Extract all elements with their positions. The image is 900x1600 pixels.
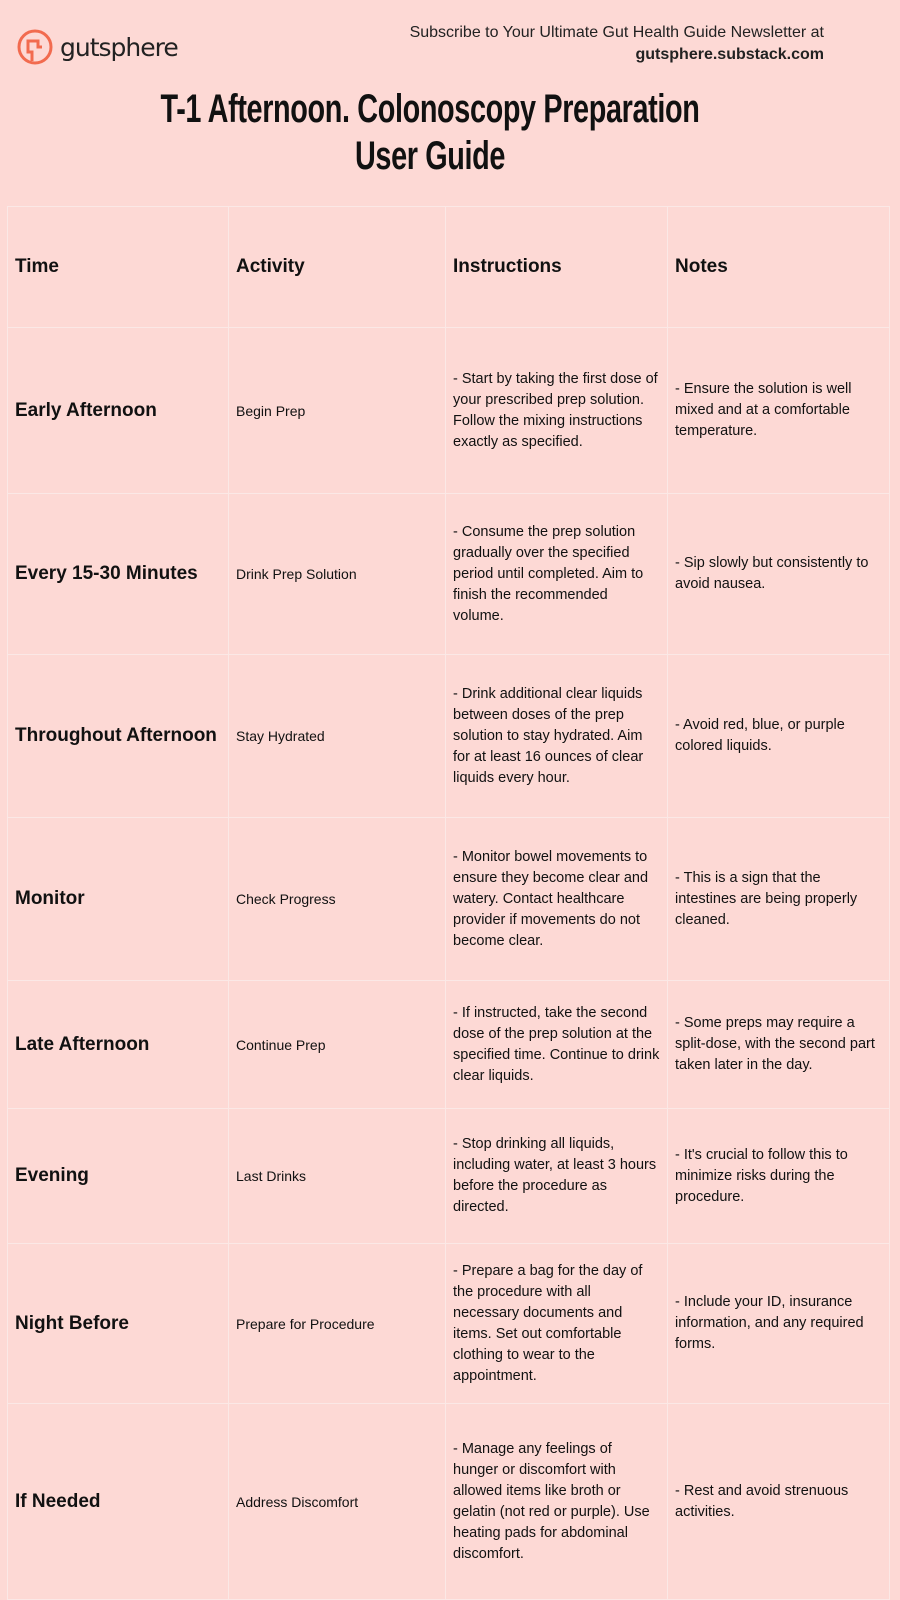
cell-instructions: - Prepare a bag for the day of the procedure with all necessary documents and items. Set out comfortable clothing to wear to the appointment. — [446, 1244, 668, 1404]
cell-instructions: - Stop drinking all liquids, including water, at least 3 hours before the procedure as directed. — [446, 1109, 668, 1244]
cell-instructions: - If instructed, take the second dose of the prep solution at the specified time. Continue to drink clear liquids. — [446, 981, 668, 1109]
subscribe-link[interactable]: gutsphere.substack.com — [635, 46, 824, 63]
cell-notes: - This is a sign that the intestines are being properly cleaned. — [668, 818, 890, 981]
cell-activity: Prepare for Procedure — [229, 1244, 446, 1404]
cell-time: Evening — [8, 1109, 229, 1244]
table-row — [8, 328, 890, 494]
cell-activity: Drink Prep Solution — [229, 494, 446, 655]
cell-instructions: - Start by taking the first dose of your prescribed prep solution. Follow the mixing instructions exactly as specified. — [446, 328, 668, 494]
brand-name: gutsphere — [60, 32, 178, 62]
cell-time: Early Afternoon — [8, 328, 229, 494]
cell-notes: - Sip slowly but consistently to avoid nausea. — [668, 494, 890, 655]
page-title — [120, 86, 739, 180]
cell-notes: - Some preps may require a split-dose, with the second part taken later in the day. — [668, 981, 890, 1109]
cell-instructions: - Manage any feelings of hunger or discomfort with allowed items like broth or gelatin (not red or purple). Use heating pads for abdominal discomfort. — [446, 1404, 668, 1600]
table-row — [8, 1244, 890, 1404]
cell-time: If Needed — [8, 1404, 229, 1600]
cell-activity: Last Drinks — [229, 1109, 446, 1244]
table-header-row — [8, 207, 890, 328]
header-activity: Activity — [229, 207, 446, 328]
cell-activity: Continue Prep — [229, 981, 446, 1109]
cell-instructions: - Monitor bowel movements to ensure they become clear and watery. Contact healthcare provider if movements do not become clear. — [446, 818, 668, 981]
table-row — [8, 818, 890, 981]
cell-notes: - Ensure the solution is well mixed and at a comfortable temperature. — [668, 328, 890, 494]
cell-activity: Stay Hydrated — [229, 655, 446, 818]
cell-notes: - Avoid red, blue, or purple colored liquids. — [668, 655, 890, 818]
cell-notes: - Rest and avoid strenuous activities. — [668, 1404, 890, 1600]
table-row — [8, 981, 890, 1109]
title-line-1: T-1 Afternoon. Colonoscopy Preparation — [160, 87, 700, 131]
cell-activity: Begin Prep — [229, 328, 446, 494]
table-row — [8, 494, 890, 655]
cell-time: Every 15-30 Minutes — [8, 494, 229, 655]
title-line-2: User Guide — [354, 134, 506, 178]
header-notes: Notes — [668, 207, 890, 328]
table-row — [8, 655, 890, 818]
header-time: Time — [8, 207, 229, 328]
brand-logo — [16, 28, 178, 66]
cell-instructions: - Consume the prep solution gradually over the specified period until completed. Aim to finish the recommended volume. — [446, 494, 668, 655]
cell-activity: Check Progress — [229, 818, 446, 981]
cell-notes: - It's crucial to follow this to minimize risks during the procedure. — [668, 1109, 890, 1244]
subscribe-text: Subscribe to Your Ultimate Gut Health Guide Newsletter at — [409, 24, 824, 41]
cell-time: Monitor — [8, 818, 229, 981]
cell-instructions: - Drink additional clear liquids between doses of the prep solution to stay hydrated. Aim for at least 16 ounces of clear liquids every hour. — [446, 655, 668, 818]
table-row — [8, 1109, 890, 1244]
cell-notes: - Include your ID, insurance information, and any required forms. — [668, 1244, 890, 1404]
subscribe-banner — [410, 22, 824, 66]
prep-schedule-table — [7, 206, 890, 1600]
cell-activity: Address Discomfort — [229, 1404, 446, 1600]
table-row — [8, 1404, 890, 1600]
header-instructions: Instructions — [446, 207, 668, 328]
cell-time: Night Before — [8, 1244, 229, 1404]
cell-time: Throughout Afternoon — [8, 655, 229, 818]
cell-time: Late Afternoon — [8, 981, 229, 1109]
gutsphere-logo-icon — [16, 28, 54, 66]
